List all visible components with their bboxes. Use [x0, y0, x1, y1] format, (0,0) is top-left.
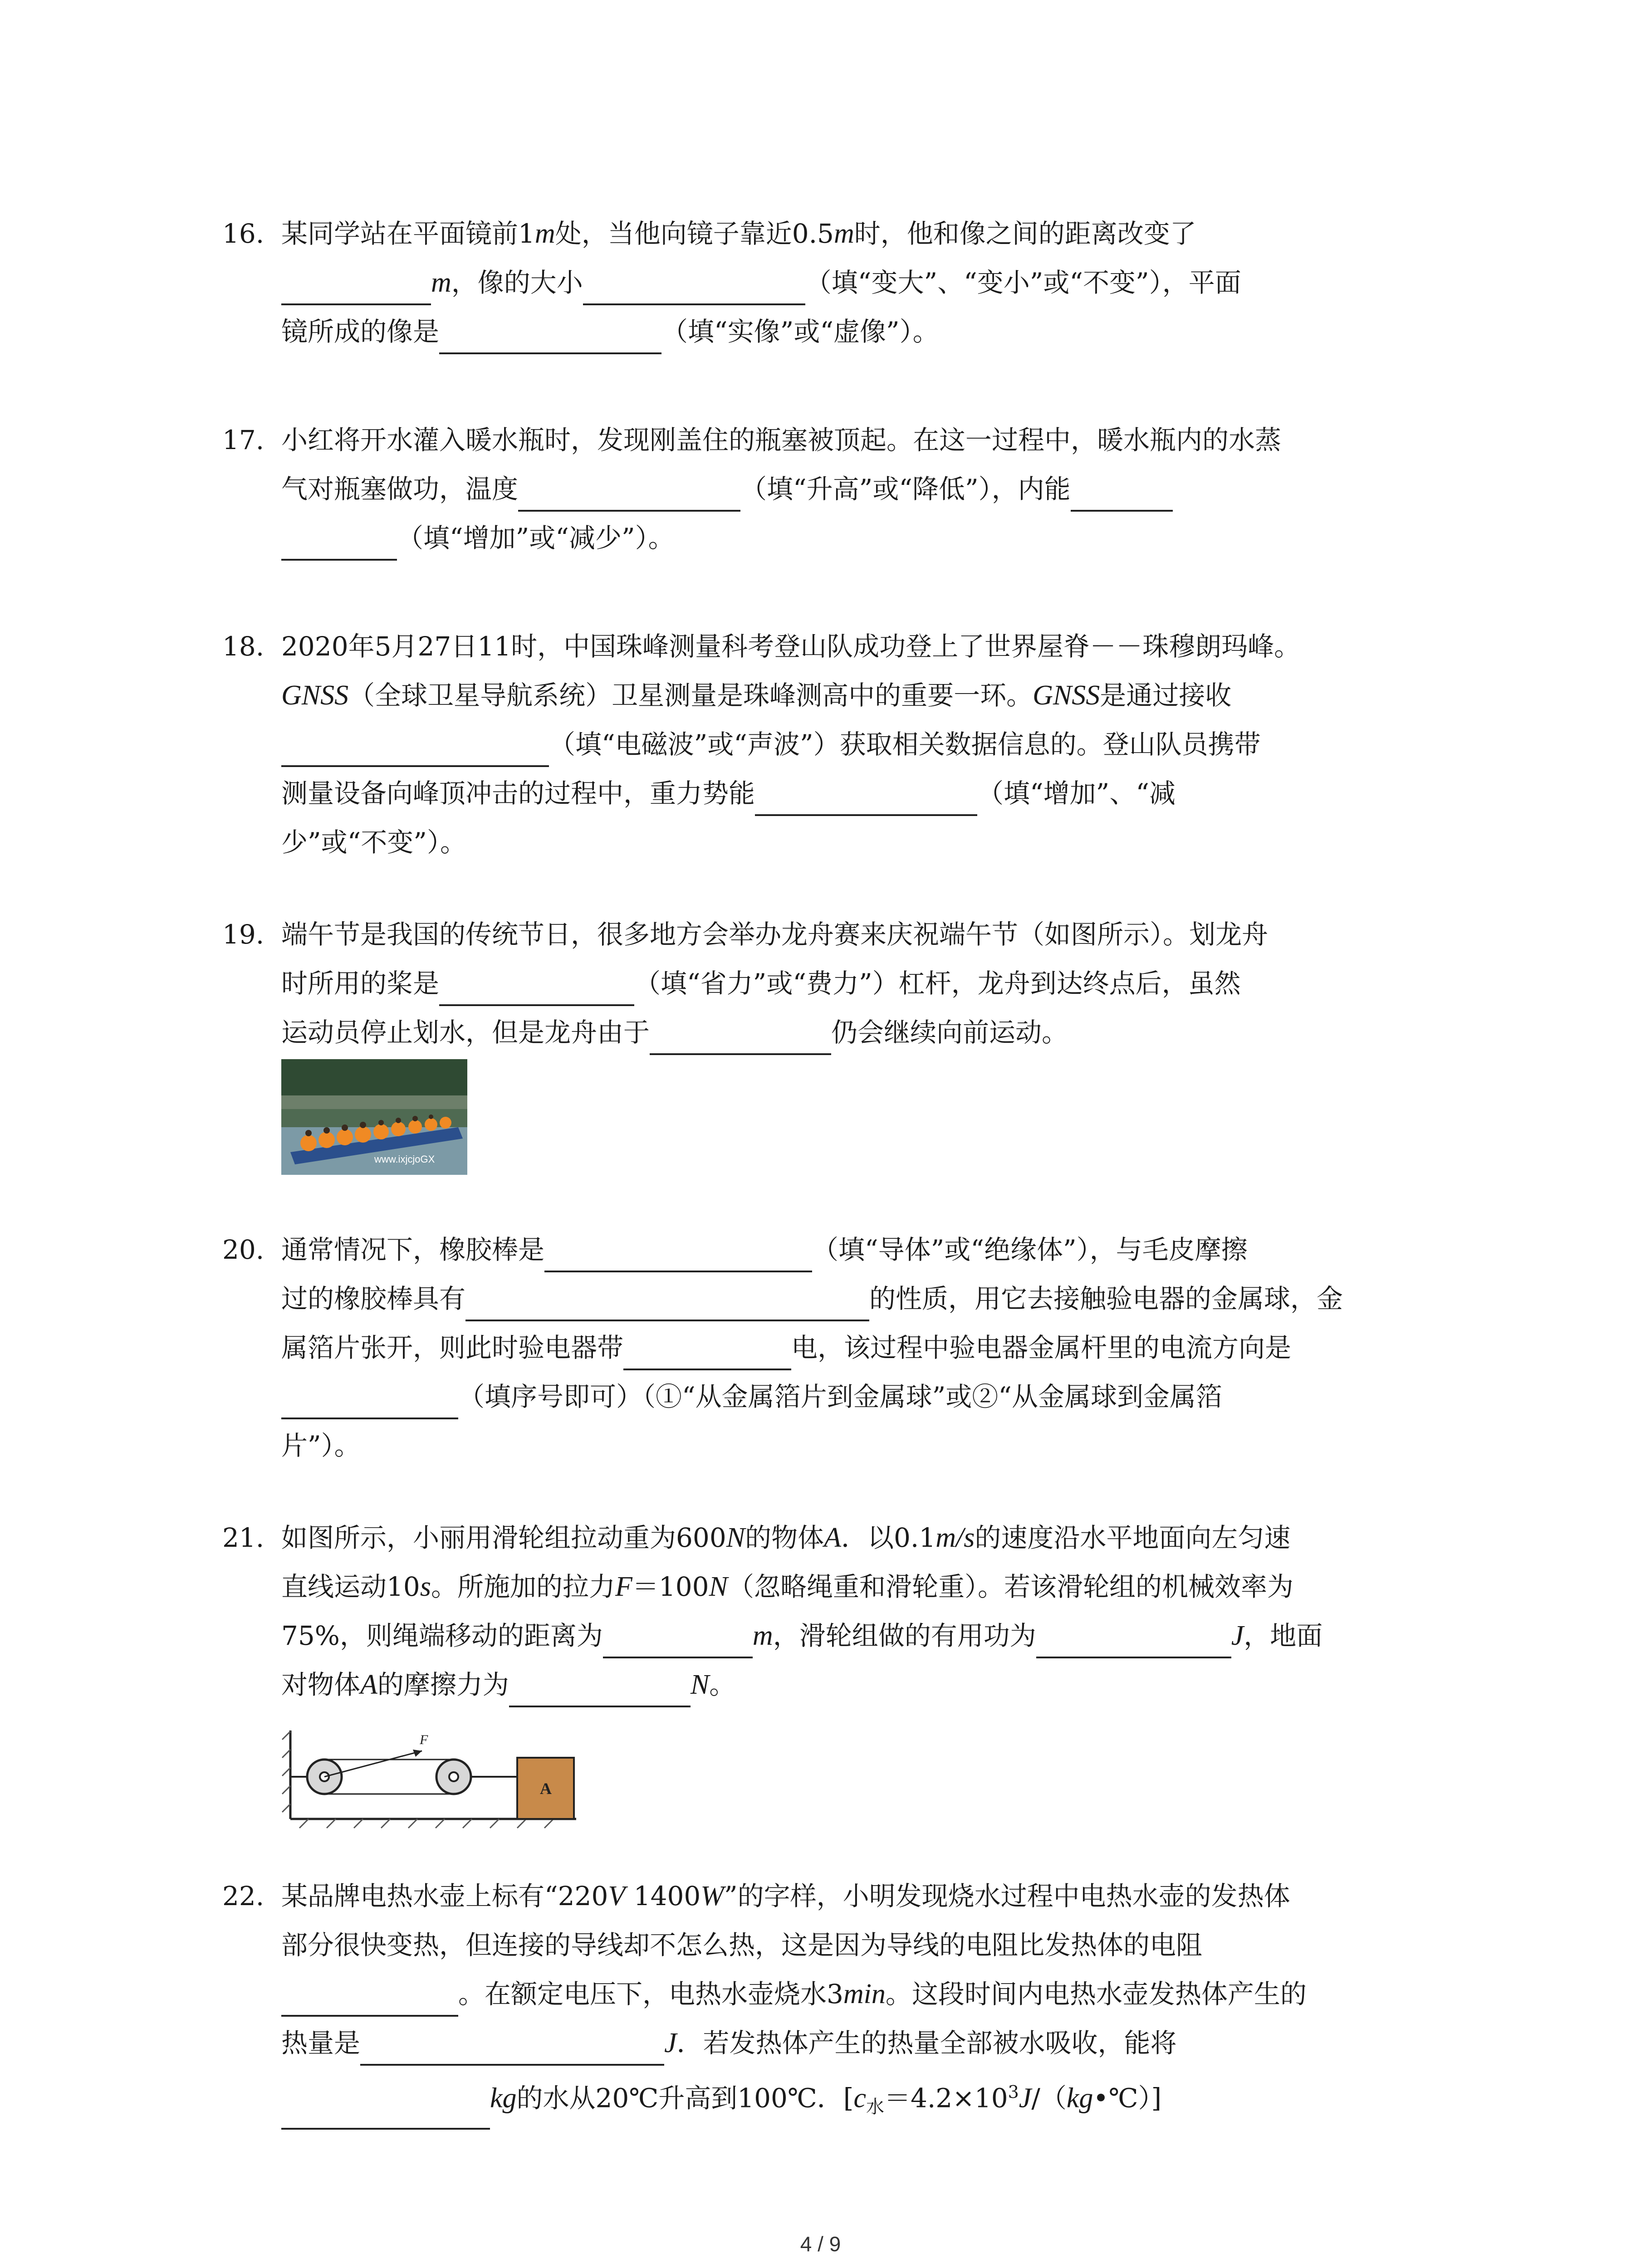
text: （填“省力”或“费力”）杠杆，龙舟到达终点后，虽然 [634, 968, 1241, 999]
text: 部分很快变热，但连接的导线却不怎么热，这是因为导线的电阻比发热体的电阻 [281, 1930, 1203, 1960]
q20-line-5 [281, 1423, 361, 1468]
answer-blank-q16-3[interactable] [439, 320, 661, 354]
text: ＝100 [632, 1571, 709, 1602]
text: （填“升高”或“降低”），内能 [740, 474, 1071, 504]
q17-line-2 [281, 466, 1173, 512]
text: 的性质，用它去接触验电器的金属球，金 [869, 1283, 1343, 1314]
q19-line-3 [281, 1010, 1068, 1055]
text: 的水从20℃升高到100℃．[ [516, 2082, 854, 2114]
text: （填“导体”或“绝缘体”），与毛皮摩擦 [812, 1234, 1248, 1265]
q22-line-5 [281, 2069, 1161, 2115]
unit: m [752, 1620, 773, 1651]
text: 直线运动 [281, 1571, 387, 1602]
answer-blank-q17-2b[interactable] [281, 526, 397, 561]
q17-line-1 [222, 417, 1281, 463]
text: （填“电磁波”或“声波”）获取相关数据信息的。登山队员携带 [549, 729, 1261, 760]
answer-blank-q19-1[interactable] [439, 972, 634, 1006]
text: ”的字样，小明发现烧水过程中电热水壶的发热体 [724, 1881, 1290, 1911]
dragon-boat-photo [281, 1059, 467, 1177]
answer-blank-q21-2[interactable] [1036, 1624, 1231, 1658]
trees [281, 1059, 467, 1095]
unit: m [833, 218, 854, 249]
rope-pull [324, 1751, 422, 1777]
text: 镜所成的像是 [281, 316, 440, 347]
q20-line-1 [222, 1227, 1248, 1272]
text: 热量是 [281, 2028, 361, 2058]
q21-number: 21. [222, 1522, 265, 1553]
text: 气对瓶塞做功，温度 [281, 474, 519, 504]
text: 时，他和像之间的距离改变了 [854, 218, 1196, 249]
text: 是通过接收 [1100, 680, 1232, 711]
abbreviation: GNSS [1033, 680, 1100, 711]
ground-hatching [299, 1819, 554, 1828]
answer-blank-q17-2a[interactable] [1071, 477, 1173, 512]
text: 仍会继续向前运动。 [831, 1017, 1068, 1048]
text: 。 [709, 1669, 736, 1700]
text: 。这段时间内电热水壶发热体产生的 [885, 1979, 1307, 2009]
text: （填“增加”或“减少”）。 [397, 523, 675, 553]
unit: kg [490, 2082, 517, 2114]
text: 0.1 [894, 1522, 936, 1553]
unit: m/s [936, 1522, 975, 1553]
text: 的速度沿水平地面向左匀速 [975, 1522, 1291, 1553]
q19-number: 19. [222, 919, 265, 950]
text: 时所用的桨是 [281, 968, 440, 999]
variable: A [360, 1669, 377, 1700]
q20-line-4 [281, 1374, 1222, 1419]
text: （忽略绳重和滑轮重）。若该滑轮组的机械效率为 [727, 1571, 1293, 1602]
q18-number: 18. [222, 631, 265, 662]
q21-line-4 [281, 1662, 735, 1707]
photo-watermark: www.ixjcjoGX [374, 1154, 435, 1165]
text: ＝4.2×10 [884, 2082, 1008, 2114]
q16-number: 16. [222, 218, 265, 249]
text: 如图所示，小丽用滑轮组拉动重为 [281, 1522, 676, 1553]
text: 。所施加的拉力 [431, 1571, 615, 1602]
pulley-diagram [281, 1726, 581, 1841]
answer-blank-q16-1[interactable] [281, 271, 431, 305]
unit: W [700, 1881, 724, 1911]
text: （填序号即可）（①“从金属箔片到金属球”或②“从金属球到金属箔 [458, 1381, 1222, 1412]
q16-line-3 [281, 309, 939, 354]
text: 600 [676, 1522, 726, 1553]
q21-line-1 [222, 1515, 1290, 1560]
answer-blank-q21-3[interactable] [509, 1673, 691, 1707]
subscript: 水 [866, 2096, 884, 2117]
text: 2020年5月27日11时，中国珠峰测量科考登山队成功登上了世界屋脊－－珠穆朗玛峰。 [281, 631, 1301, 662]
page-number: 4 / 9 [800, 2232, 841, 2256]
text: （填“增加”、“减 [977, 778, 1176, 809]
text: 过的橡胶棒具有 [281, 1283, 466, 1314]
answer-blank-q22-1[interactable] [281, 1982, 458, 2017]
answer-blank-q20-2[interactable] [465, 1287, 869, 1321]
unit: N [709, 1571, 728, 1602]
q19-line-2 [281, 961, 1241, 1006]
q18-line-4 [281, 771, 1176, 816]
answer-blank-q21-1[interactable] [603, 1624, 753, 1658]
unit: kg [1066, 2082, 1093, 2114]
q22-line-2 [281, 1922, 1202, 1968]
q16-line-2 [281, 260, 1241, 305]
text: ，滑轮组做的有用功为 [773, 1620, 1036, 1651]
q16-line-1 [222, 211, 1196, 256]
text: 片”）。 [281, 1430, 361, 1461]
text: 75%，则绳端移动的距离为 [281, 1620, 603, 1651]
answer-blank-q17-1[interactable] [518, 477, 740, 512]
text: ．以 [841, 1522, 894, 1553]
variable: F [615, 1571, 632, 1602]
text: 1400 [625, 1881, 701, 1911]
answer-blank-q18-1[interactable] [281, 733, 549, 767]
text: 运动员停止划水，但是龙舟由于 [281, 1017, 650, 1048]
q22-line-4 [281, 2020, 1177, 2066]
text: /（ [1031, 2082, 1067, 2114]
answer-blank-q22-2[interactable] [360, 2031, 664, 2066]
answer-blank-q20-3[interactable] [623, 1336, 791, 1370]
unit: m [431, 267, 451, 298]
text: 的摩擦力为 [377, 1669, 509, 1700]
dragon-boat-illustration [281, 1059, 467, 1175]
wall-hatching [282, 1731, 290, 1812]
text: 。在额定电压下，电热水壶烧水3 [458, 1979, 843, 2009]
force-label: F [420, 1732, 428, 1747]
q18-line-5 [281, 820, 466, 865]
text: 10 [387, 1571, 420, 1602]
text: 端午节是我国的传统节日，很多地方会举办龙舟赛来庆祝端午节（如图所示）。划龙舟 [281, 919, 1269, 950]
abbreviation: GNSS [281, 680, 349, 711]
answer-blank-q20-1[interactable] [544, 1238, 812, 1272]
q20-number: 20. [222, 1234, 265, 1265]
text: •℃）] [1093, 2082, 1162, 2114]
text: 属箔片张开，则此时验电器带 [281, 1332, 624, 1363]
q18-line-3 [281, 722, 1261, 767]
q22-line-1 [222, 1873, 1290, 1919]
unit: N [690, 1669, 710, 1700]
text: （填“实像”或“虚像”）。 [661, 316, 939, 347]
answer-blank-q22-3[interactable] [281, 2095, 490, 2130]
superscript: 3 [1008, 2082, 1019, 2102]
q21-line-2 [281, 1564, 1293, 1609]
text: ．若发热体产生的热量全部被水吸收，能将 [676, 2028, 1177, 2058]
unit: N [726, 1522, 745, 1553]
unit: J [1231, 1620, 1244, 1651]
text: （全球卫星导航系统）卫星测量是珠峰测高中的重要一环。 [348, 680, 1033, 711]
q20-line-2 [281, 1276, 1343, 1321]
text: 对物体 [281, 1669, 361, 1700]
unit: V [608, 1881, 626, 1911]
q20-line-3 [281, 1325, 1291, 1370]
pulley-system-illustration [281, 1726, 581, 1839]
variable: c [853, 2082, 866, 2114]
text: 的物体 [745, 1522, 824, 1553]
text: 测量设备向峰顶冲击的过程中，重力势能 [281, 778, 755, 809]
answer-blank-q19-2[interactable] [650, 1021, 831, 1055]
text: 1 [518, 218, 535, 249]
far-bank [281, 1095, 467, 1109]
q19-line-1 [222, 912, 1268, 957]
text: 通常情况下，橡胶棒是 [281, 1234, 545, 1265]
unit: J [664, 2028, 677, 2058]
text: 电，该过程中验电器金属杆里的电流方向是 [791, 1332, 1292, 1363]
answer-blank-q18-2[interactable] [755, 782, 977, 816]
text: 处，当他向镜子靠近 [555, 218, 792, 249]
text: 某品牌电热水壶上标有“220 [281, 1881, 608, 1911]
unit: m [534, 218, 555, 249]
answer-blank-q20-4[interactable] [281, 1385, 458, 1419]
text: ，地面 [1244, 1620, 1323, 1651]
q18-line-2 [281, 673, 1231, 718]
q21-line-3 [281, 1613, 1323, 1658]
block-label: A [540, 1779, 552, 1798]
variable: A [824, 1522, 841, 1553]
movable-pulley-hub [449, 1772, 458, 1781]
text: 某同学站在平面镜前 [281, 218, 519, 249]
unit: s [420, 1571, 431, 1602]
q18-line-1 [222, 624, 1300, 669]
answer-blank-q16-2[interactable] [583, 271, 805, 305]
text: ，像的大小 [451, 267, 583, 298]
text: 小红将开水灌入暖水瓶时，发现刚盖住的瓶塞被顶起。在这一过程中，暖水瓶内的水蒸 [281, 425, 1282, 455]
unit: min [843, 1979, 886, 2009]
text: 少”或“不变”）。 [281, 827, 466, 858]
q22-line-3 [281, 1971, 1307, 2017]
text: （填“变大”、“变小”或“不变”），平面 [805, 267, 1241, 298]
text: 0.5 [792, 218, 834, 249]
unit: J [1019, 2082, 1032, 2114]
q17-number: 17. [222, 425, 265, 455]
q22-number: 22. [222, 1881, 265, 1911]
q17-line-3 [281, 515, 675, 561]
